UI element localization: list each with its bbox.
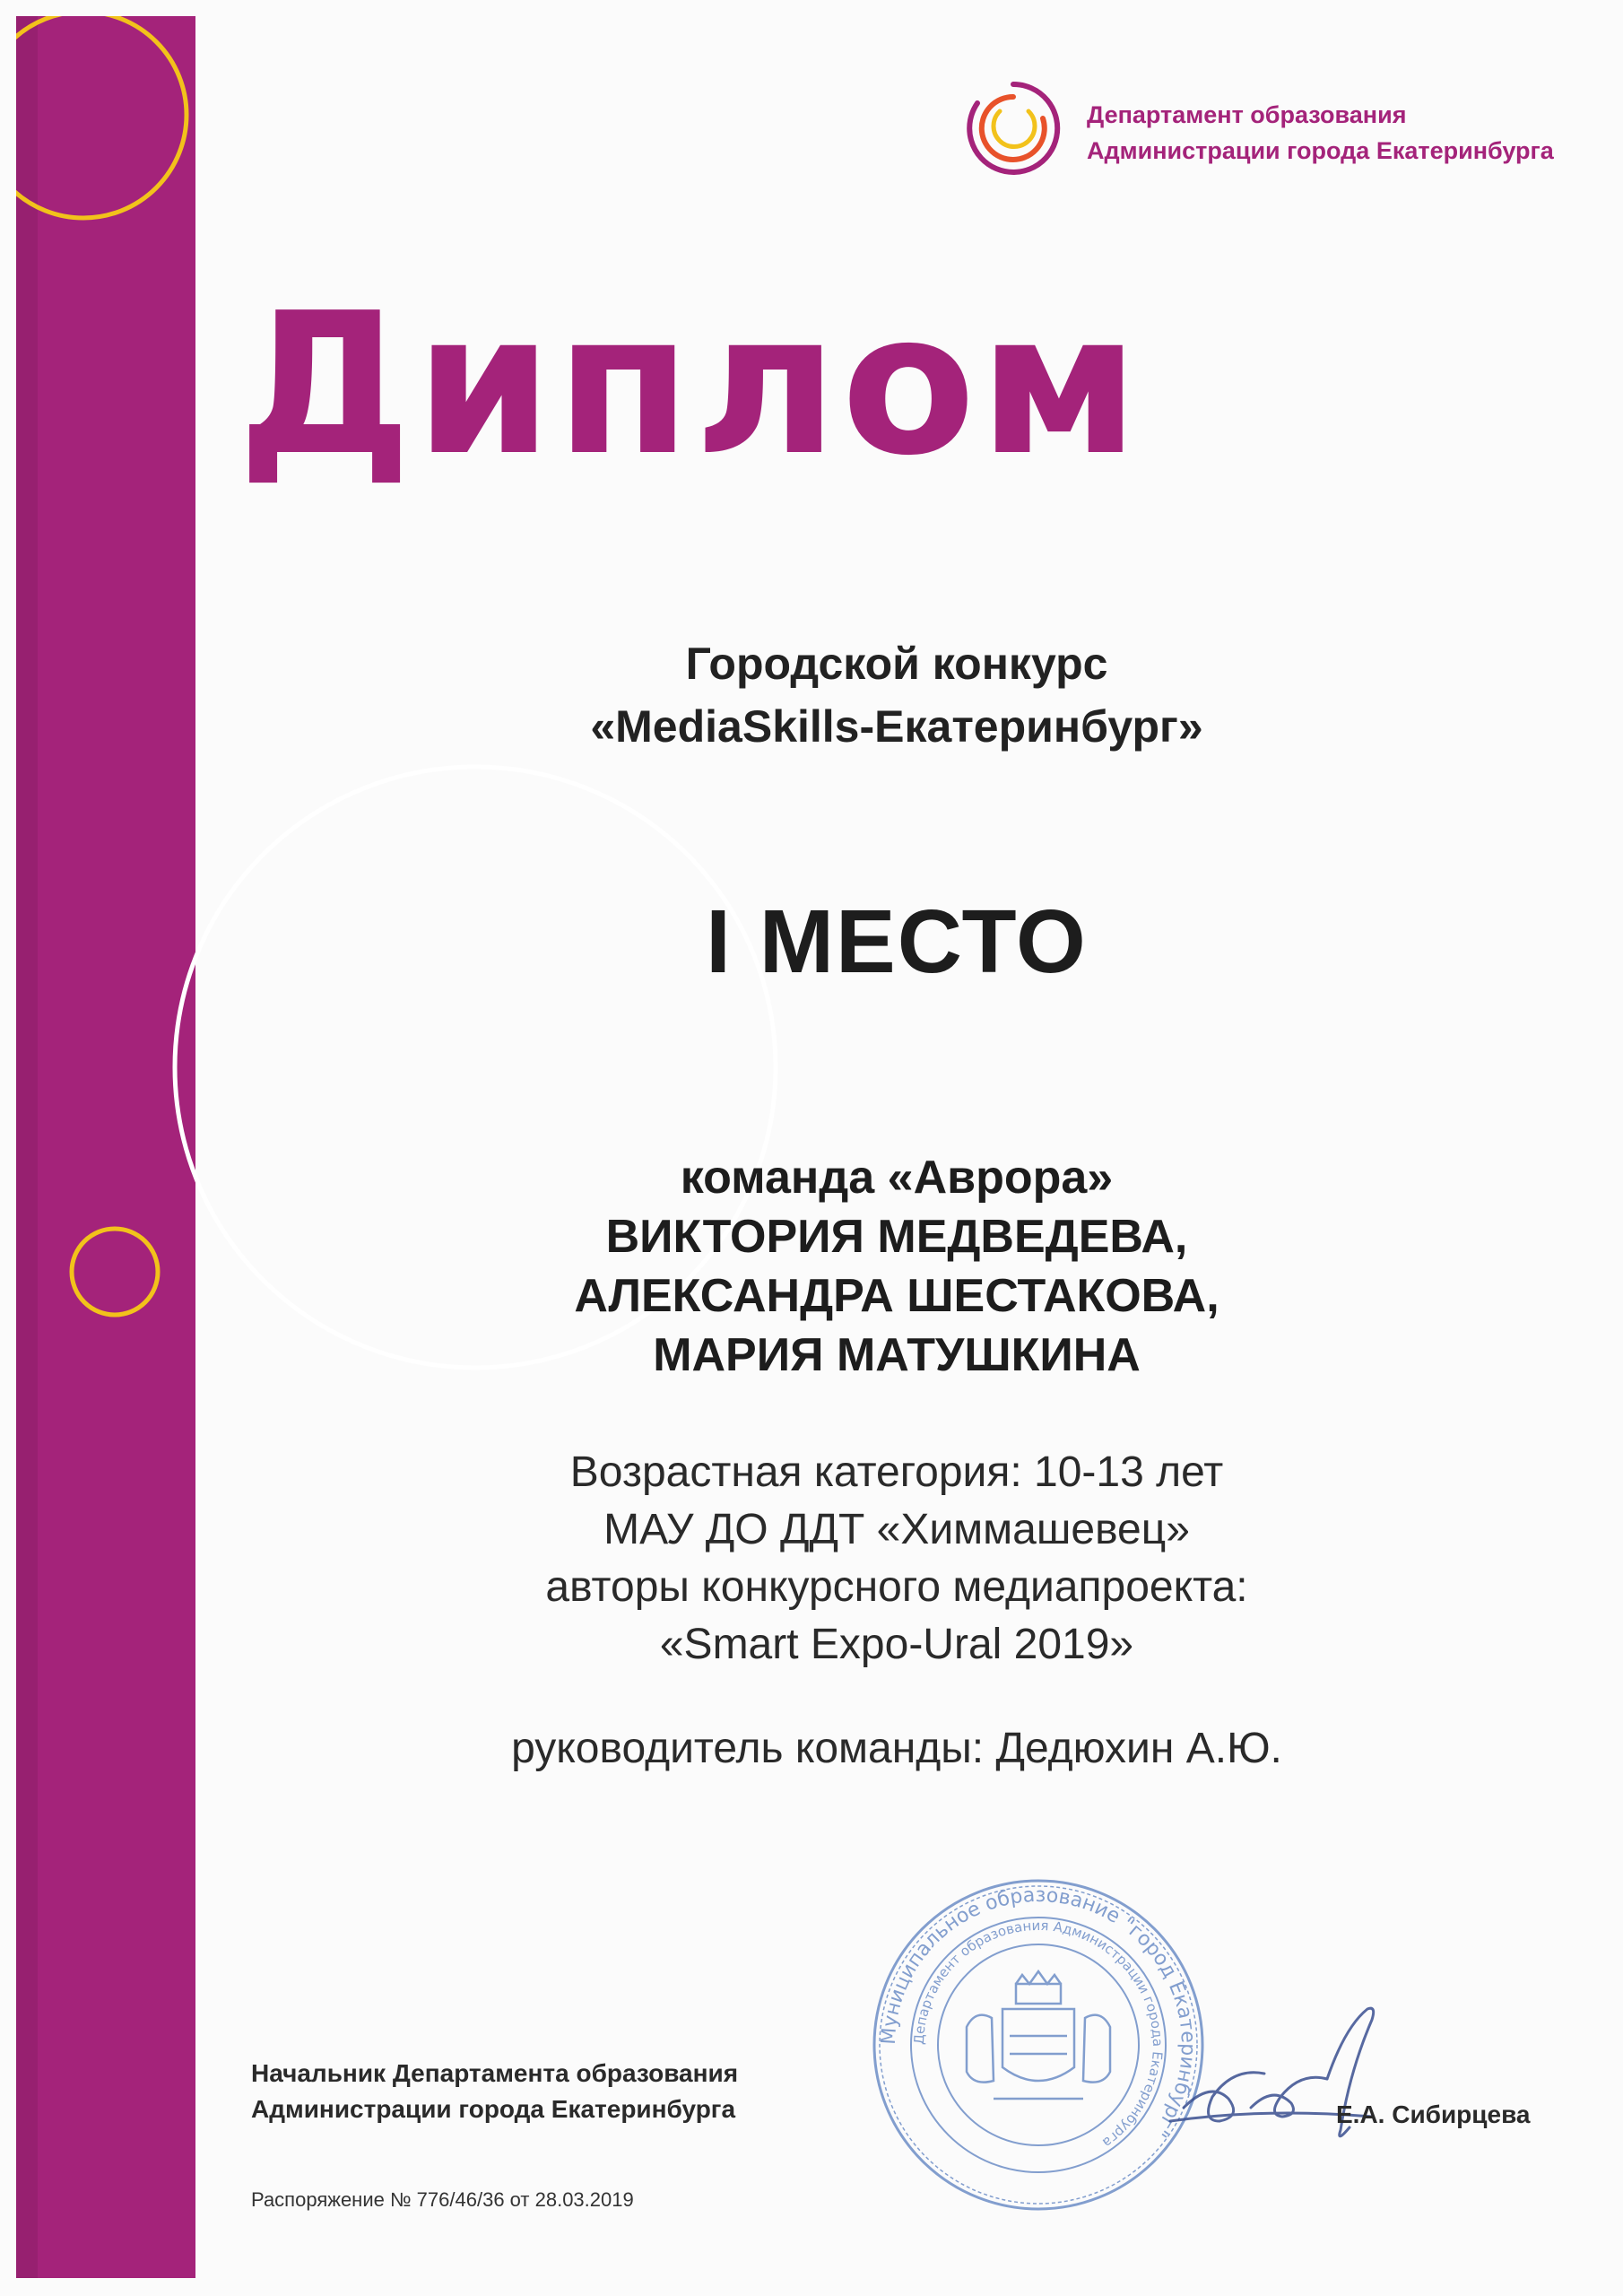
contest-name	[377, 632, 1417, 758]
coat-of-arms-icon	[967, 1971, 1110, 2099]
department-name	[1087, 97, 1589, 169]
head-position-line2: Администрации города Екатеринбурга	[251, 2095, 736, 2123]
contest-line1: Городской конкурс	[685, 639, 1108, 689]
project-authors-label: авторы конкурсного медиапроекта:	[545, 1563, 1248, 1611]
stamp-outer-text: Муниципальное образование "город Екатеринбург"	[877, 1883, 1200, 2142]
age-category: Возрастная категория: 10-13 лет	[569, 1448, 1224, 1496]
team-member: ВИКТОРИЯ МЕДВЕДЕВА,	[605, 1211, 1188, 1263]
team-member: АЛЕКСАНДРА ШЕСТАКОВА,	[574, 1270, 1219, 1322]
team-leader: руководитель команды: Дедюхин А.Ю.	[511, 1725, 1282, 1772]
stamp-inner-text: Департамент образования Администрации города Екатеринбурга	[910, 1917, 1167, 2152]
project-info	[377, 1444, 1417, 1674]
order-reference: Распоряжение № 776/46/36 от 28.03.2019	[251, 2188, 634, 2211]
contest-line2: «MediaSkills-Екатеринбург»	[590, 701, 1203, 752]
head-name: Е.А. Сибирцева	[1336, 2100, 1531, 2128]
sidebar-decor-circles	[16, 16, 195, 2278]
decorative-sidebar	[16, 16, 195, 2278]
department-name-line2: Администрации города Екатеринбурга	[1087, 137, 1554, 164]
department-logo-icon	[964, 79, 1063, 178]
team-member: МАРИЯ МАТУШКИНА	[653, 1329, 1141, 1381]
place-award: I МЕСТО	[706, 891, 1088, 992]
head-position	[251, 2056, 879, 2127]
institution: МАУ ДО ДДТ «Химмашевец»	[603, 1506, 1190, 1553]
svg-text:Департамент образования Админи	[911, 1918, 1166, 2151]
team-name: команда «Аврора»	[680, 1152, 1114, 1204]
department-name-line1: Департамент образования	[1087, 101, 1407, 128]
diploma-title: Диплом	[238, 272, 1143, 499]
project-title: «Smart Expo-Ural 2019»	[659, 1621, 1134, 1668]
head-position-line1: Начальник Департамента образования	[251, 2059, 739, 2087]
team-block	[377, 1148, 1417, 1385]
